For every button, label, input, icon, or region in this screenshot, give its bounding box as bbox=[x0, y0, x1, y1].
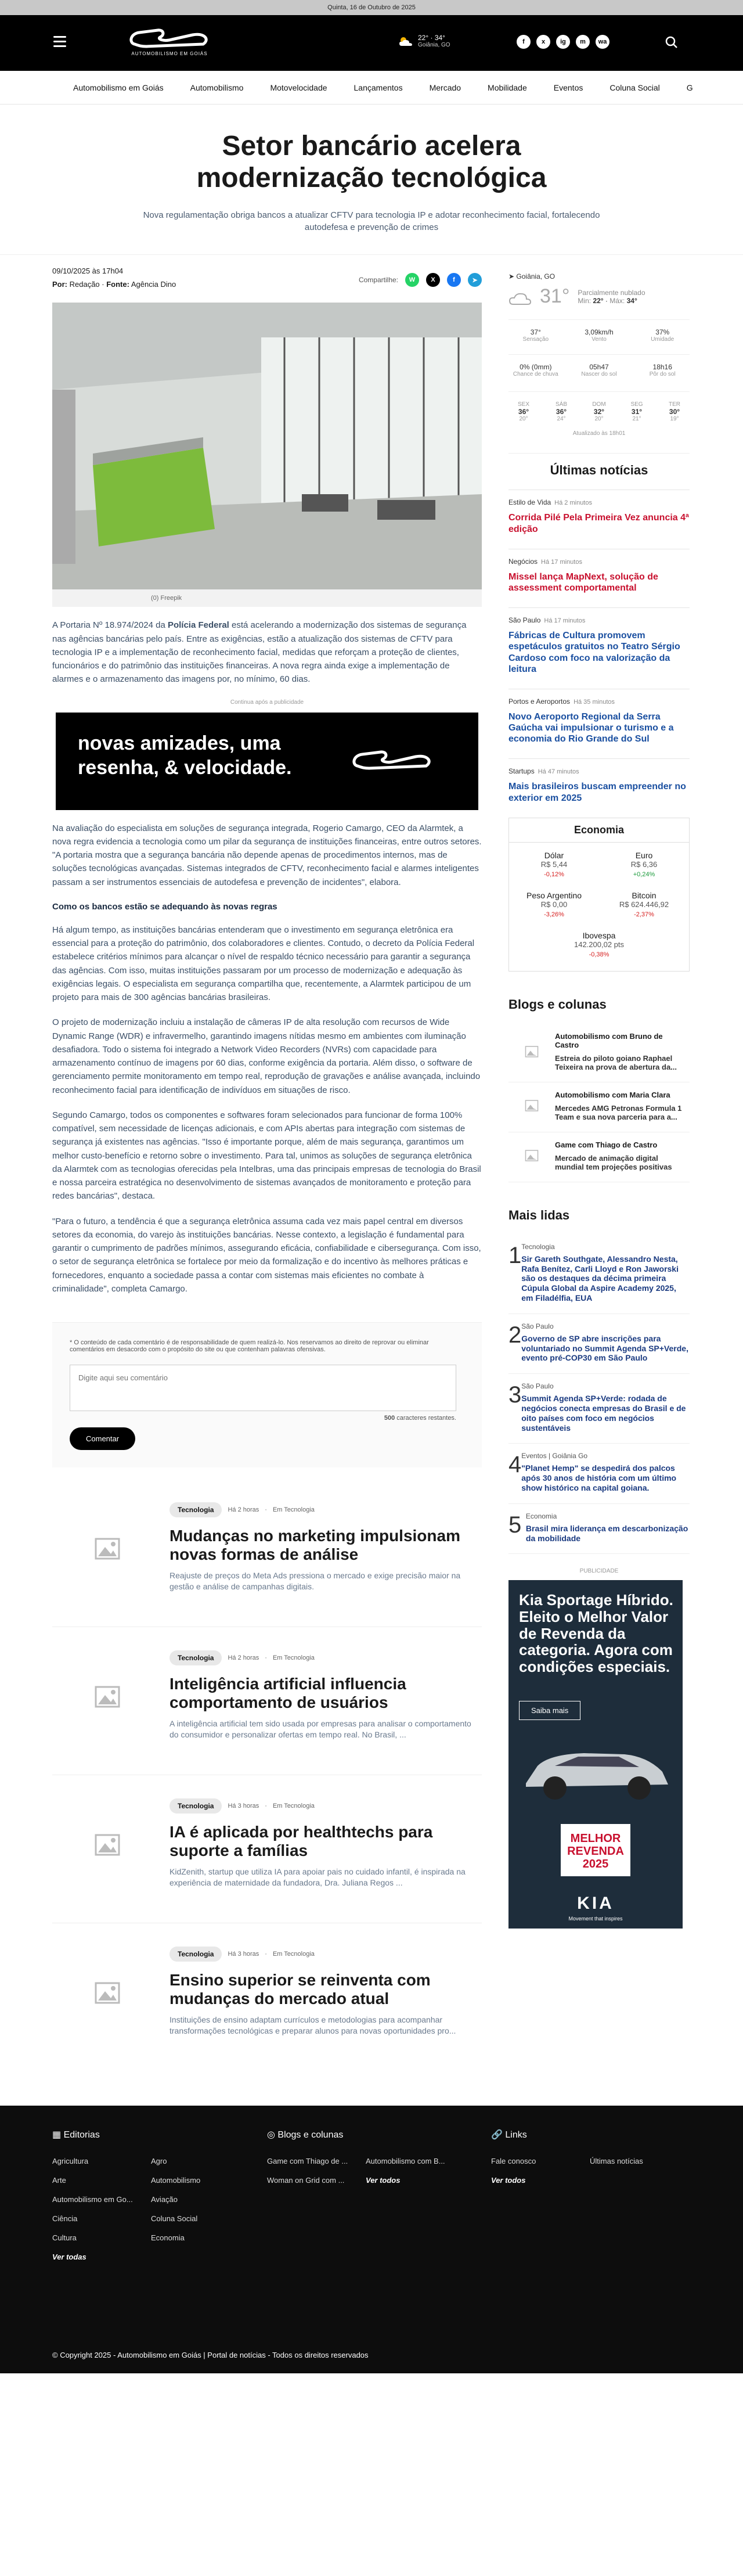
related-category: Em Tecnologia bbox=[272, 1654, 315, 1662]
related-list bbox=[52, 1467, 482, 2071]
bank-interior-image bbox=[52, 303, 482, 589]
paragraph-1: A Portaria Nº 18.974/2024 da Polícia Federal está acelerando a modernização dos sistemas de segurança nas agências bancárias pelo país. Entre as exigências, estão a atualização dos sistemas de CFTV para tecnologia IP e a implementação de reconhecimento facial, medidas que reforçam a proteção de clientes, funcionários e do patrimônio das instituições financeiras. A nova regra ainda exige a implementação de alarmes e o armazenamento das imagens por, no mínimo, 60 dias. bbox=[52, 620, 467, 685]
image-placeholder-icon bbox=[95, 1686, 120, 1708]
comment-input[interactable] bbox=[70, 1365, 456, 1411]
nav-mobilidade[interactable]: Mobilidade bbox=[488, 82, 527, 92]
footer-link[interactable]: Ciência bbox=[52, 2214, 78, 2224]
award-badge: MELHOR REVENDA 2025 bbox=[561, 1824, 630, 1876]
footer-link[interactable]: Arte bbox=[52, 2176, 66, 2185]
weather-row-1: 37° Sensação 3,09km/h Vento 37% Umidade bbox=[508, 319, 690, 343]
related-tag[interactable]: Tecnologia bbox=[169, 1650, 222, 1665]
economy-widget bbox=[508, 818, 690, 972]
weather-desc: Parcialmente nublado bbox=[578, 288, 645, 297]
weather-temp: 31° bbox=[540, 285, 570, 308]
char-count: 500 bbox=[384, 1415, 395, 1422]
quote-euro: Euro R$ 6,36 +0,24% bbox=[630, 850, 658, 878]
latest-list bbox=[508, 490, 690, 817]
footer-link[interactable]: Últimas notícias bbox=[590, 2157, 643, 2166]
header-weather[interactable]: 22° · 34° Goiânia, GO bbox=[398, 34, 450, 48]
nav-automobilismo-goias[interactable]: Automobilismo em Goiás bbox=[73, 82, 164, 92]
image-placeholder-icon bbox=[95, 1538, 120, 1560]
related-category: Em Tecnologia bbox=[272, 1803, 315, 1810]
footer-link[interactable]: Fale conosco bbox=[491, 2157, 536, 2166]
article-main: 09/10/2025 às 17h04 Por: Redação · Fonte: Agência Dino Compartilhe: W X f ➤ (0) Freepik A Portaria Nº 18.974/2024 da Polícia Federal está acelerando a modernização dos sistemas de segurança nas agências bancárias pelo país. Entre as exigências, estão a atualização dos sistemas de CFTV para tecnologia IP e a implementação de reconhecimento facial, medidas que reforçam a proteção de clientes, funcionários e do patrimônio das instituições financeiras. A nova regra ainda exige a implementação de alarmes e o armazenamento das imagens por, no mínimo, 60 dias. Continua após a publicidade novas amizades, uma resenha, & velocidade. Na avaliação do especialista em soluções de segurança integrada, Rogerio Camargo, CEO da Alarmtek, a nova regra evidencia a tecnologia como um pilar da segurança de instituições financeiras, entre outros setores. "A portaria mostra que a segurança bancária não depende apenas de procedimentos internos, mas de soluções tecnológicas avançadas. Sistemas integrados de CFTV, reconhecimento facial e alarmes inteligentes passam a ser instrumentos essenciais de autodefesa e prevenção de incidentes", elabora. Como os bancos estão se adequando às novas regras Há algum tempo, as instituições bancárias entenderam que o investimento em segurança eletrônica era essencial para a proteção do patrimônio, dos colaboradores e clientes. Contudo, o decreto da Polícia Federal estabelece critérios mínimos para alcançar o nível de respaldo técnico necessário para garantir a segurança das agências. Com isso, muitas instituições passaram por um processo de modernização e adequação às exigências legais. O especialista em segurança compartilha que, recentemente, a Alarmtek participou de um projeto para mais de 300 agências bancárias brasileiras. O projeto de modernização incluiu a instalação de câmeras IP de alta resolução com recursos de Wide Dynamic Range (WDR) e infravermelho, garantindo imagens nítidas mesmo em ambientes com iluminação desafiadora. Todo o sistema foi integrado a Network Video Recorders (NVRs) com capacidade para armazenamento contínuo de imagens por 60 dias, conforme exigência da portaria. Além disso, o software de gerenciamento permite monitoramento em tempo real, reprodução de gravações e análise avançada, incluindo reconhecimento facial para identificação de indivíduos em situações de risco. Segundo Camargo, todos os componentes e softwares foram selecionados para funcionar de forma 100% compatível, sem necessidade de licenças adicionais, e com APIs abertas para integração com sistemas de segurança já existentes nas agências. "Isso é importante porque, além de mais segurança, garantimos um melhor custo-benefício e retorno sobre o investimento. Para tal, unimos as soluções de segurança eletrônica da Alarmtek com as tecnologias oferecidas pela Intelbras, uma das principais empresas de tecnologia do Brasil e nossa parceira estratégica no desenvolvimento de sistemas avançados de monitoramento e proteção para redes bancárias", destaca. "Para o futuro, a tendência é que a segurança eletrônica assuma cada vez mais papel central em diversos setores da economia, do varejo às instituições bancárias. Nesse contexto, a legislação é fundamental para garantir o cumprimento de padrões mínimos, assegurando eficácia, confiabilidade e cibersegurança. Com isso, o setor de segurança eletrônica se fortalece por meio da formalização e do incentivo às melhores práticas e fornecedores, enquanto a sociedade passa a contar com sistemas mais eficientes no combate à criminalidade", completa Camargo. * O conteúdo de cada comentário é de responsabilidade de quem realizá-lo. Nos reservamos ao direito de reprovar ou eliminar comentários em desacordo com o propósito do site ou que contenham palavras ofensivas. Digite aqui seu comentário 500 caracteres restantes. Comentar Tecnologia Há 2 horas · Em Tecnologia Mudanças no marketing impulsionam novas formas de análise Reajuste de preços do Meta Ads pressiona o mercado e exige precisão maior na gestão e análise de campanhas digitais. Tecnologia Há 2 horas · Em Tecnologia Inteligência artificial influencia comportamento de usuários A inteligência artificial tem sido usada por empresas para analisar o comportamento do consumidor e personalizar ofertas em tempo real. No Brasil, ... Tecnologia Há 3 horas · Em Tecnologia IA é aplicada por healthtechs para suporte a famílias KidZenith, startup que utiliza IA para apoiar pais no cuidado infantil, é inspirada na experiência de maternidade da fundadora, Dra. Juliana Regos ... Tecnologia Há 3 horas · Em Tecnologia Ensino superior se reinventa com mudanças do mercado atual Instituições de ensino adaptam currículos e metodologias para acompanhar transformações tecnológicas e preparar alunos para novas oportunidades pro... bbox=[52, 255, 482, 2071]
ad-label: Continua após a publicidade bbox=[230, 699, 304, 706]
related-card[interactable]: Tecnologia Há 3 horas · Em Tecnologia IA é aplicada por healthtechs para suporte a famílias KidZenith, startup que utiliza IA para apoiar pais no cuidado infantil, é inspirada na experiência de maternidade da fundadora, Dra. Juliana Regos ... bbox=[52, 1775, 482, 1923]
sidebar-ad[interactable] bbox=[508, 1580, 683, 1929]
related-category: Em Tecnologia bbox=[272, 1951, 315, 1958]
kia-logo: KIA bbox=[577, 1894, 614, 1913]
footer-link[interactable]: Coluna Social bbox=[151, 2214, 198, 2224]
related-tag[interactable]: Tecnologia bbox=[169, 1502, 222, 1517]
ad-sidebar-label: PUBLICIDADE bbox=[579, 1568, 619, 1575]
footer-see-all[interactable]: Ver todos bbox=[491, 2176, 526, 2185]
related-tag[interactable]: Tecnologia bbox=[169, 1947, 222, 1962]
weather-row-2: 0% (0mm) Chance de chuva 05h47 Nascer do sol 18h16 Pôr do sol bbox=[508, 354, 690, 377]
paragraph-6: "Para o futuro, a tendência é que a segurança eletrônica assuma cada vez mais papel central em diversos setores da economia, do varejo às instituições bancárias. Nesse contexto, a legislação é fundamental para garantir o cumprimento de padrões mínimos, assegurando eficácia, confiabilidade e cibersegurança. Com isso, o setor de segurança eletrônica se fortalece por meio da formalização e do incentivo às melhores práticas e fornecedores, enquanto a sociedade passa a contar com sistemas mais eficientes no combate à criminalidade", completa Camargo. bbox=[52, 1216, 481, 1294]
char-count-label: caracteres restantes. bbox=[396, 1415, 456, 1422]
nav-more[interactable]: G bbox=[686, 82, 693, 92]
source-label: Fonte: bbox=[106, 280, 129, 289]
related-tag[interactable]: Tecnologia bbox=[169, 1798, 222, 1814]
economy-title: Economia bbox=[509, 818, 689, 843]
footer-link[interactable]: Agricultura bbox=[52, 2157, 89, 2166]
nav-lancamentos[interactable]: Lançamentos bbox=[354, 82, 403, 92]
blogs-list bbox=[508, 1024, 690, 1182]
site-logo[interactable] bbox=[123, 27, 216, 59]
current-date: Quinta, 16 de Outubro de 2025 bbox=[327, 4, 416, 11]
blog-item[interactable]: Game com Thiago de Castro Mercado de animação digital mundial tem projeções positivas bbox=[508, 1132, 690, 1182]
comment-section bbox=[52, 1322, 482, 1467]
related-time: Há 2 horas bbox=[228, 1654, 259, 1662]
most-read-title: Mais lidas bbox=[508, 1207, 570, 1222]
menu-icon[interactable] bbox=[53, 36, 66, 50]
header-temp-now: 22° bbox=[418, 34, 429, 42]
racetrack-logo-icon bbox=[123, 27, 216, 51]
related-desc: KidZenith, startup que utiliza IA para apoiar pais no cuidado infantil, é inspirada na experiência de maternidade da fundadora, Dra. Juliana Regos ... bbox=[169, 1866, 466, 1888]
article-header bbox=[0, 105, 743, 255]
footer-link[interactable]: Agro bbox=[151, 2157, 167, 2166]
ad-cta-button[interactable]: Saiba mais bbox=[519, 1701, 580, 1720]
footer-links: 🔗 Links Fale conosco Últimas notícias Ver todos bbox=[491, 2129, 688, 2185]
most-read-item[interactable]: 5 Economia Brasil mira liderança em descarbonização da mobilidade bbox=[508, 1504, 690, 1555]
footer-link[interactable]: Automobilismo com B... bbox=[366, 2157, 445, 2166]
section-heading: Como os bancos estão se adequando às novas regras bbox=[52, 901, 277, 912]
most-read-item[interactable]: 3 São Paulo Summit Agenda SP+Verde: rodada de negócios conecta empresas do Brasil e de oito países com foco em negócios sustentáveis bbox=[508, 1374, 690, 1444]
banner-logo-icon bbox=[346, 743, 445, 780]
article-subtitle: Nova regulamentação obriga bancos a atualizar CFTV para tecnologia IP e adotar reconhecimento facial, fortalecendo autodefesa e prevenção de crimes bbox=[143, 210, 600, 233]
related-time: Há 3 horas bbox=[228, 1951, 259, 1958]
footer-see-all[interactable]: Ver todos bbox=[366, 2176, 401, 2185]
weather-updated: Atualizado às 18h01 bbox=[572, 430, 626, 437]
policia-federal-link[interactable]: Polícia Federal bbox=[167, 620, 229, 631]
image-placeholder-icon bbox=[525, 1100, 539, 1111]
facebook-icon[interactable]: f bbox=[517, 35, 531, 49]
related-card[interactable]: Tecnologia Há 2 horas · Em Tecnologia Mudanças no marketing impulsionam novas formas de análise Reajuste de preços do Meta Ads pressiona o mercado e exige precisão maior na gestão e análise de campanhas digitais. bbox=[52, 1479, 482, 1627]
share-facebook-icon[interactable]: f bbox=[447, 273, 461, 287]
header-city: Goiânia, GO bbox=[418, 42, 450, 48]
quote-ibovespa: Ibovespa 142.200,02 pts -0,38% bbox=[574, 930, 625, 958]
blog-item[interactable]: Automobilismo com Bruno de Castro Estreia do piloto goiano Raphael Teixeira na prova de abertura da... bbox=[508, 1024, 690, 1082]
footer-link[interactable]: Automobilismo bbox=[151, 2176, 201, 2185]
paragraph-4: O projeto de modernização incluiu a instalação de câmeras IP de alta resolução com recursos de Wide Dynamic Range (WDR) e infravermelho, garantindo imagens nítidas mesmo em ambientes com iluminação desafiadora. Todo o sistema foi integrado a Network Video Recorders (NVRs) com capacidade para armazenamento contínuo de imagens por 60 dias, conforme exigência da portaria. Além disso, o software de gerenciamento permite monitoramento em tempo real, reprodução de gravações e análise avançada, incluindo reconhecimento facial para identificação de indivíduos em situações de risco. bbox=[52, 1017, 481, 1095]
latest-item[interactable]: Negócios Há 17 minutos Missel lança MapNext, solução de assessment comportamental bbox=[508, 549, 690, 607]
image-placeholder-icon bbox=[95, 1834, 120, 1856]
share-telegram-icon[interactable]: ➤ bbox=[468, 273, 482, 287]
weather-widget: ➤ Goiânia, GO 31° Parcialmente nublado Min: 22° · Máx: 34° 37° Sensação 3,09km/h Vento 37% Umidade 0% (0mm) Chance de chuva 05h47 Nascer do sol 18h16 Pôr do sol SEX 36° 20° SÁB 36° 24° DOM 32° 20° SEG 31° 21° TER 30° 19° Atualizado às 18h01 bbox=[508, 272, 690, 437]
related-desc: Reajuste de preços do Meta Ads pressiona o mercado e exige precisão maior na gestão e análise de campanhas digitais. bbox=[169, 1570, 461, 1592]
site-footer bbox=[0, 2106, 743, 2373]
nav-motovelocidade[interactable]: Motovelocidade bbox=[270, 82, 327, 92]
source: Agência Dino bbox=[131, 280, 176, 289]
footer-link[interactable]: Automobilismo em Go... bbox=[52, 2195, 133, 2204]
quote-dolar: Dólar R$ 5,44 -0,12% bbox=[540, 850, 568, 878]
related-title[interactable]: Mudanças no marketing impulsionam novas formas de análise bbox=[169, 1527, 460, 1564]
quote-bitcoin: Bitcoin R$ 624.446,92 -2,37% bbox=[619, 890, 669, 918]
related-time: Há 3 horas bbox=[228, 1803, 259, 1810]
latest-item[interactable]: Estilo de Vida Há 2 minutos Corrida Pilé Pela Primeira Vez anuncia 4ª edição bbox=[508, 490, 690, 548]
weather-city: ➤ Goiânia, GO bbox=[508, 272, 556, 281]
nav-coluna-social[interactable]: Coluna Social bbox=[609, 82, 660, 92]
social-links bbox=[517, 35, 609, 49]
footer-link[interactable]: Game com Thiago de ... bbox=[267, 2157, 348, 2166]
weather-forecast: SEX 36° 20° SÁB 36° 24° DOM 32° 20° SEG 31° 21° TER 30° 19° bbox=[508, 391, 690, 422]
copyright: © Copyright 2025 - Automobilismo em Goiás | Portal de notícias - Todos os direitos reservados bbox=[52, 2351, 369, 2360]
image-placeholder-icon bbox=[95, 1982, 120, 2004]
latest-item[interactable]: Startups Há 47 minutos Mais brasileiros buscam empreender no exterior em 2025 bbox=[508, 758, 690, 817]
sidebar bbox=[508, 255, 690, 2071]
author: Redação bbox=[69, 280, 100, 289]
author-label: Por: bbox=[52, 280, 67, 289]
latest-title: Últimas notícias bbox=[508, 453, 690, 478]
related-card[interactable]: Tecnologia Há 3 horas · Em Tecnologia Ensino superior se reinventa com mudanças do mercado atual Instituições de ensino adaptam currículos e metodologias para acompanhar transformações tecnológicas e preparar alunos para novas oportunidades pro... bbox=[52, 1923, 482, 2071]
related-category: Em Tecnologia bbox=[272, 1506, 315, 1514]
ad-title: Kia Sportage Híbrido. Eleito o Melhor Valor de Revenda da categoria. Agora com condições especiais. bbox=[519, 1591, 673, 1675]
image-placeholder-icon bbox=[525, 1150, 539, 1161]
nav-eventos[interactable]: Eventos bbox=[553, 82, 583, 92]
related-title[interactable]: Inteligência artificial influencia comportamento de usuários bbox=[169, 1675, 406, 1712]
kia-slogan: Movement that inspires bbox=[568, 1916, 623, 1922]
related-desc: A inteligência artificial tem sido usada por empresas para analisar o comportamento do consumidor e personalizar ofertas em tempo real. No Brasil, ... bbox=[169, 1718, 471, 1740]
most-read-item[interactable]: 2 São Paulo Governo de SP abre inscrições para voluntariado no Summit Agenda SP+Verde, evento pré-COP30 em São Paulo bbox=[508, 1314, 690, 1374]
footer-blogs: ◎ Blogs e colunas Game com Thiago de ... Automobilismo com B... Woman on Grid com ... Ver todos bbox=[267, 2129, 464, 2185]
footer-editorias: ▦ Editorias Agricultura Agro Arte Automobilismo Automobilismo em Go... Aviação Ciência Coluna Social Cultura Economia Ver todas bbox=[52, 2129, 250, 2261]
footer-link[interactable]: Economia bbox=[151, 2233, 185, 2243]
car-image bbox=[514, 1731, 677, 1807]
share-x-icon[interactable]: X bbox=[426, 273, 440, 287]
footer-see-all[interactable]: Ver todas bbox=[52, 2253, 86, 2262]
most-read-item[interactable]: 4 Eventos | Goiânia Go "Planet Hemp" se despedirá dos palcos após 30 anos de história com um último show histórico na capital goiana. bbox=[508, 1444, 690, 1503]
submit-comment-button[interactable]: Comentar bbox=[70, 1427, 135, 1450]
most-read-item[interactable]: 1 Tecnologia Sir Gareth Southgate, Alessandro Nesta, Rafa Benítez, Carli Lloyd e Ron Jaworski são os destaques da décima primeira Cúpula Global da Aspire Academy 2025, em Filadélfia, EUA bbox=[508, 1235, 690, 1314]
weather-cloud-icon bbox=[508, 288, 532, 305]
most-read-list bbox=[508, 1235, 690, 1555]
image-placeholder-icon bbox=[525, 1046, 539, 1057]
share-bar bbox=[359, 267, 482, 293]
top-date-bar bbox=[0, 0, 743, 15]
site-header bbox=[0, 15, 743, 71]
related-desc: Instituições de ensino adaptam currículos e metodologias para acompanhar transformações tecnológicas e preparar alunos para novas oportunidades pro... bbox=[169, 2014, 456, 2036]
x-twitter-icon[interactable]: x bbox=[536, 35, 550, 49]
paragraph-3: Há algum tempo, as instituições bancárias entenderam que o investimento em segurança eletrônica era essencial para a proteção do patrimônio, dos colaboradores e clientes. Contudo, o decreto da Polícia Federal estabelece critérios mínimos para alcançar o nível de respaldo técnico necessário para garantir a segurança das agências. Com isso, muitas instituições passaram por um processo de modernização e adequação às exigências legais. O especialista em segurança compartilha que, recentemente, a Alarmtek participou de um projeto para mais de 300 agências bancárias brasileiras. bbox=[52, 924, 475, 1003]
header-temp-max: 34° bbox=[434, 34, 445, 42]
blog-item[interactable]: Automobilismo com Maria Clara Mercedes AMG Petronas Formula 1 Team e sua nova parceria para a... bbox=[508, 1082, 690, 1132]
footer-link[interactable]: Aviação bbox=[151, 2195, 178, 2204]
latest-item[interactable]: São Paulo Há 17 minutos Fábricas de Cultura promovem espetáculos gratuitos no Teatro Sérgio Cardoso com foco na valorização da leitura bbox=[508, 607, 690, 689]
instagram-icon[interactable]: ig bbox=[556, 35, 570, 49]
share-whatsapp-icon[interactable]: W bbox=[405, 273, 419, 287]
footer-link[interactable]: Cultura bbox=[52, 2233, 77, 2243]
blogs-title: Blogs e colunas bbox=[508, 996, 607, 1012]
article-photo[interactable] bbox=[52, 303, 482, 589]
related-card[interactable]: Tecnologia Há 2 horas · Em Tecnologia Inteligência artificial influencia comportamento de usuários A inteligência artificial tem sido usada por empresas para analisar o comportamento do consumidor e personalizar ofertas em tempo real. No Brasil, ... bbox=[52, 1627, 482, 1775]
photo-caption: (0) Freepik bbox=[52, 589, 482, 607]
paragraph-2: Na avaliação do especialista em soluções de segurança integrada, Rogerio Camargo, CEO da Alarmtek, a nova regra evidencia a tecnologia como um pilar da segurança de instituições financeiras, entre outros setores. "A portaria mostra que a segurança bancária não depende apenas de procedimentos internos, mas de soluções tecnológicas avançadas. Sistemas integrados de CFTV, reconhecimento facial e alarmes inteligentes passam a ser instrumentos essenciais de autodefesa e prevenção de incidentes", elabora. bbox=[52, 823, 482, 887]
quote-peso: Peso Argentino R$ 0,00 -3,26% bbox=[526, 890, 582, 918]
related-title[interactable]: Ensino superior se reinventa com mudanças do mercado atual bbox=[169, 1971, 431, 2008]
partly-cloudy-icon bbox=[398, 36, 413, 46]
article-datetime: 09/10/2025 às 17h04 bbox=[52, 267, 124, 276]
latest-item[interactable]: Portos e Aeroportos Há 35 minutos Novo Aeroporto Regional da Serra Gaúcha vai impulsionar o turismo e a economia do Rio Grande do Sul bbox=[508, 689, 690, 759]
nav-mercado[interactable]: Mercado bbox=[429, 82, 461, 92]
related-title[interactable]: IA é aplicada por healthtechs para suporte a famílias bbox=[169, 1823, 433, 1860]
nav-automobilismo[interactable]: Automobilismo bbox=[190, 82, 244, 92]
search-icon[interactable] bbox=[665, 36, 678, 49]
footer-link[interactable]: Woman on Grid com ... bbox=[267, 2176, 345, 2185]
banner-text: novas amizades, uma resenha, & velocidade. bbox=[78, 732, 292, 779]
article-title: Setor bancário acelera modernização tecnológica bbox=[196, 131, 547, 194]
share-label: Compartilhe: bbox=[358, 276, 398, 285]
logo-caption: AUTOMOBILISMO EM GOIÁS bbox=[131, 51, 208, 56]
inline-ad-banner[interactable] bbox=[56, 713, 478, 810]
whatsapp-icon[interactable]: wa bbox=[596, 35, 609, 49]
related-time: Há 2 horas bbox=[228, 1506, 259, 1514]
comment-notice: * O conteúdo de cada comentário é de responsabilidade de quem realizá-lo. Nos reservamos ao direito de reprovar ou eliminar comentários em desacordo com o propósito do site ou que contenham palavras ofensivas. bbox=[70, 1339, 429, 1354]
main-nav bbox=[0, 71, 743, 105]
threads-icon[interactable]: m bbox=[576, 35, 590, 49]
paragraph-5: Segundo Camargo, todos os componentes e softwares foram selecionados para funcionar de forma 100% compatível, sem necessidade de licenças adicionais, e com APIs abertas para integração com sistemas de segurança já existentes nas agências. "Isso é importante porque, além de mais segurança, garantimos um melhor custo-benefício e retorno sobre o investimento. Para tal, unimos as soluções de segurança eletrônica da Alarmtek com as tecnologias oferecidas pela Intelbras, uma das principais empresas de tecnologia do Brasil e nossa parceira estratégica no desenvolvimento de sistemas avançados de monitoramento e proteção para redes bancárias", destaca. bbox=[52, 1110, 481, 1201]
